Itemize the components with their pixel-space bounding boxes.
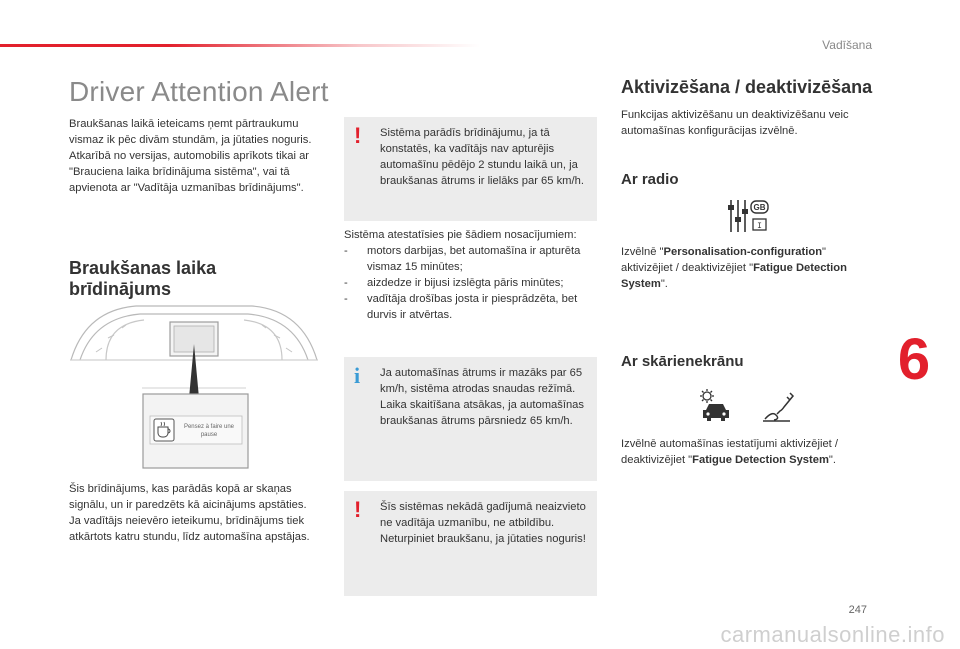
display-text-line-1: Pensez à faire une — [183, 424, 235, 430]
function-name: Fatigue Detection System — [621, 262, 847, 290]
alert-paragraph-2: Ja vadītājs neievēro ieteikumu, brīdinājums tiek atkārtots katru stundu, līdz automašīna apstājas. — [69, 515, 310, 543]
list-item: - aizdedze ir bijusi izslēgta pāris minūtes; — [344, 275, 597, 291]
warning-paragraph-2: Neturpiniet braukšanu, ja jūtaties noguris! — [380, 533, 586, 545]
touchscreen-instructions — [621, 436, 876, 468]
list-item: - motors darbijas, bet automašīna ir apturēta vismaz 15 minūtes; — [344, 243, 597, 275]
touch-text-part: Izvēlnē automašīnas iestatījumi aktivizējiet / deaktivizējiet " — [621, 438, 839, 466]
radio-text-part: Izvēlnē " — [621, 246, 664, 258]
warning-text-2 — [380, 499, 587, 547]
header-accent-bar — [0, 44, 480, 47]
radio-instructions — [621, 244, 876, 292]
page-title: Driver Attention Alert — [69, 76, 329, 107]
warning-box-2 — [344, 491, 597, 596]
menu-name: Personalisation-configuration — [663, 246, 823, 258]
settings-sliders-icon — [726, 197, 772, 235]
conditions-intro: Sistēma atestatīsies pie šādiem nosacījumiem: — [344, 229, 577, 241]
intro-paragraph-2: Atkarībā no versijas, automobilis aprīkots tikai ar "Brauciena laika brīdinājuma sistēma", vai tā apvienota ar "Vadītāja uzmanības brīdinājums". — [69, 150, 310, 194]
instrument-cluster-illustration — [66, 300, 322, 478]
display-text-line-2: pause — [200, 432, 218, 438]
section-title-line-1: Braukšanas laika — [69, 258, 217, 278]
page-number: 247 — [848, 604, 867, 616]
vehicle-settings-icon — [698, 388, 734, 422]
touchscreen-subtitle: Ar skārienekrānu — [621, 353, 744, 370]
function-name: Fatigue Detection System — [692, 454, 829, 466]
section-header: Vadīšana — [822, 38, 872, 52]
section-title-driving-time — [69, 258, 319, 300]
conditions-list — [344, 243, 597, 323]
reset-conditions — [344, 227, 597, 323]
info-paragraph-1: Ja automašīnas ātrums ir mazāks par 65 km/h, sistēma atrodas snaudas režīmā. — [380, 367, 583, 395]
units-badge: I — [757, 222, 762, 231]
intro-text — [69, 116, 321, 196]
radio-text-part: " aktivizējiet / deaktivizējiet " — [621, 246, 827, 274]
section-title-line-2: brīdinājums — [69, 279, 172, 299]
warning-text-1: Sistēma parādīs brīdinājumu, ja tā konstatēs, ka vadītājs nav apturējis automašīnu pēdējo 2 stundu laikā un, ja braukšanas ātrums ir lielāks par 65 km/h. — [380, 127, 584, 187]
driving-assist-icon — [760, 389, 796, 423]
warning-paragraph-1: Šīs sistēmas nekādā gadījumā neaizvieto ne vadītāja uzmanību, ne atbildību. — [380, 501, 586, 529]
info-text — [380, 365, 587, 429]
activation-intro: Funkcijas aktivizēšanu un deaktivizēšanu veic automašīnas konfigurācijas izvēlnē. — [621, 109, 849, 137]
list-item: - vadītāja drošības josta ir piesprādzēta, bet durvis ir atvērtas. — [344, 291, 597, 323]
watermark: carmanualsonline.info — [720, 622, 945, 647]
radio-subtitle: Ar radio — [621, 171, 679, 188]
alert-paragraph-1: Šis brīdinājums, kas parādās kopā ar skaņas signālu, un ir paredzēts kā aicinājums apstāties. — [69, 483, 307, 511]
language-badge: GB — [753, 203, 766, 212]
touch-text-part: ". — [828, 454, 837, 466]
info-paragraph-2: Laika skaitīšana atsākas, ja automašīnas braukšanas ātrums pārsniedz 65 km/h. — [380, 399, 584, 427]
info-box — [344, 357, 597, 481]
cluster-drawing — [66, 300, 322, 478]
radio-text-part: ". — [660, 278, 668, 290]
intro-paragraph-1: Braukšanas laikā ieteicams ņemt pārtraukumu vismaz ik pēc divām stundām, ja jūtaties noguris. — [69, 118, 312, 146]
info-icon: i — [354, 363, 361, 388]
warning-box-1 — [344, 117, 597, 221]
warning-icon: ! — [354, 123, 362, 148]
activation-title: Aktivizēšana / deaktivizēšana — [621, 77, 873, 97]
warning-icon: ! — [354, 497, 362, 522]
alert-description — [69, 481, 321, 545]
chapter-number: 6 — [897, 327, 931, 392]
